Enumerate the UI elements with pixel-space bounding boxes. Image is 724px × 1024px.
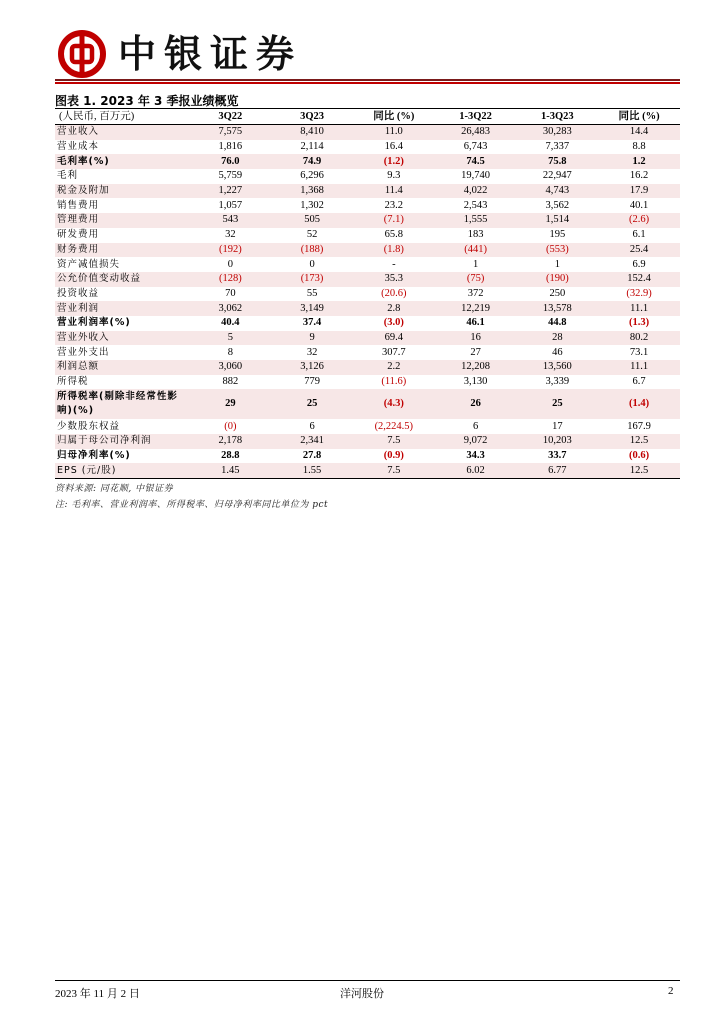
table-row bbox=[55, 213, 680, 228]
table-cell: (20.6) bbox=[381, 287, 407, 299]
table-cell: 14.4 bbox=[598, 125, 680, 140]
header-rule-dark bbox=[55, 79, 680, 81]
table-cell: 6.9 bbox=[632, 258, 646, 270]
table-cell: 74.5 bbox=[435, 154, 517, 169]
table-cell: 32 bbox=[306, 346, 318, 358]
table-cell: 12,219 bbox=[435, 301, 517, 316]
table-row bbox=[55, 345, 680, 360]
table-cell: 1,227 bbox=[189, 184, 271, 199]
table-cell: (441) bbox=[435, 243, 517, 258]
table-cell: 16 bbox=[435, 331, 517, 346]
table-cell: 75.8 bbox=[516, 154, 598, 169]
table-cell: 1,555 bbox=[435, 213, 517, 228]
table-cell: (188) bbox=[271, 243, 353, 258]
table-cell: 9.3 bbox=[387, 170, 401, 182]
table-cell: 372 bbox=[467, 287, 484, 299]
table-cell: 4,743 bbox=[516, 184, 598, 199]
footer-date: 2023 年 11 月 2 日 bbox=[55, 988, 140, 1000]
table-row bbox=[55, 360, 680, 375]
table-cell: 73.1 bbox=[629, 346, 649, 358]
table-cell: 11.1 bbox=[598, 301, 680, 316]
financial-summary-table bbox=[55, 110, 680, 479]
table-row bbox=[55, 287, 680, 302]
column-header: 同比 (%) bbox=[353, 110, 435, 125]
column-header: (人民币, 百万元) bbox=[55, 110, 189, 125]
table-cell: (1.4) bbox=[598, 389, 680, 419]
table-cell: 70 bbox=[225, 287, 236, 299]
row-label: 营业利润 bbox=[55, 301, 189, 316]
table-row bbox=[55, 140, 680, 155]
column-header: 同比 (%) bbox=[598, 110, 680, 125]
table-cell: 35.3 bbox=[353, 272, 435, 287]
remark-note: 注: 毛利率、营业利润率、所得税率、归母净利率同比单位为 pct bbox=[55, 500, 329, 510]
table-cell: 8,410 bbox=[271, 125, 353, 140]
table-cell: 1 bbox=[554, 258, 560, 270]
table-cell: 195 bbox=[549, 229, 566, 241]
table-row bbox=[55, 243, 680, 258]
table-row bbox=[55, 198, 680, 213]
table-cell: 26 bbox=[435, 389, 517, 419]
table-cell: 55 bbox=[306, 287, 318, 299]
row-label: 所得税率(剔除非经常性影响)(%) bbox=[55, 389, 189, 419]
table-cell: 6 bbox=[309, 420, 315, 432]
table-cell: 16.2 bbox=[629, 170, 649, 182]
table-cell: 25.4 bbox=[598, 243, 680, 258]
table-cell: 6.02 bbox=[435, 463, 517, 478]
table-cell: 26,483 bbox=[435, 125, 517, 140]
table-cell: 32 bbox=[225, 229, 236, 241]
table-cell: 13,560 bbox=[516, 360, 598, 375]
table-cell: 0 bbox=[309, 258, 315, 270]
header-rule-red bbox=[55, 82, 680, 84]
table-cell: 76.0 bbox=[189, 154, 271, 169]
table-cell: 40.1 bbox=[629, 199, 649, 211]
table-row bbox=[55, 257, 680, 272]
table-cell: 12,208 bbox=[435, 360, 517, 375]
row-label: 毛利率(%) bbox=[55, 154, 189, 169]
table-cell: (7.1) bbox=[353, 213, 435, 228]
row-label: 营业利润率(%) bbox=[57, 317, 131, 329]
footer-rule bbox=[55, 980, 680, 981]
table-cell: 7,575 bbox=[189, 125, 271, 140]
table-cell: 3,126 bbox=[271, 360, 353, 375]
table-cell: 27.8 bbox=[302, 450, 322, 462]
table-cell: (1.3) bbox=[629, 317, 650, 329]
table-cell: (0.9) bbox=[383, 450, 404, 462]
table-cell: 3,149 bbox=[271, 301, 353, 316]
table-cell: 10,203 bbox=[516, 434, 598, 449]
table-cell: 152.4 bbox=[598, 272, 680, 287]
table-cell: 33.7 bbox=[548, 450, 567, 462]
table-cell: (192) bbox=[189, 243, 271, 258]
row-label: EPS (元/股) bbox=[55, 463, 189, 478]
row-label: 营业成本 bbox=[57, 141, 100, 153]
table-cell: 7,337 bbox=[545, 141, 570, 153]
table-cell: 28 bbox=[516, 331, 598, 346]
table-cell: 3,562 bbox=[545, 199, 570, 211]
table-cell: 19,740 bbox=[461, 170, 491, 182]
table-cell: 34.3 bbox=[466, 450, 485, 462]
column-header: 1-3Q23 bbox=[516, 110, 598, 125]
table-cell: 543 bbox=[189, 213, 271, 228]
table-cell: (3.0) bbox=[383, 317, 404, 329]
table-cell: 1,057 bbox=[218, 199, 243, 211]
table-row bbox=[55, 301, 680, 316]
table-cell: 183 bbox=[467, 229, 484, 241]
column-header: 1-3Q22 bbox=[435, 110, 517, 125]
table-cell: 9 bbox=[271, 331, 353, 346]
table-cell: 2,543 bbox=[463, 199, 488, 211]
table-cell: 3,339 bbox=[545, 376, 570, 388]
table-row bbox=[55, 316, 680, 331]
table-cell: 44.8 bbox=[548, 317, 567, 329]
table-cell: 11.4 bbox=[353, 184, 435, 199]
table-cell: 2,114 bbox=[300, 141, 324, 153]
table-cell: 7.5 bbox=[353, 463, 435, 478]
table-title: 图表 1. 2023 年 3 季报业绩概览 bbox=[55, 94, 239, 108]
table-cell: 6.7 bbox=[632, 376, 646, 388]
table-cell: 37.4 bbox=[302, 317, 322, 329]
table-row bbox=[55, 169, 680, 184]
table-cell: 4,022 bbox=[435, 184, 517, 199]
row-label: 税金及附加 bbox=[55, 184, 189, 199]
table-row bbox=[55, 463, 680, 478]
table-cell: 28.8 bbox=[221, 450, 240, 462]
row-label: 投资收益 bbox=[57, 287, 100, 299]
table-cell: 6 bbox=[472, 420, 479, 432]
table-row bbox=[55, 389, 680, 419]
row-label: 销售费用 bbox=[57, 199, 100, 211]
table-cell: 3,062 bbox=[189, 301, 271, 316]
table-cell: 29 bbox=[189, 389, 271, 419]
table-cell: (1.8) bbox=[353, 243, 435, 258]
table-cell: 2,178 bbox=[189, 434, 271, 449]
table-cell: 8 bbox=[227, 346, 233, 358]
row-label: 归属于母公司净利润 bbox=[55, 434, 189, 449]
table-row bbox=[55, 375, 680, 390]
table-title-rule bbox=[55, 108, 680, 109]
table-cell: (2,224.5) bbox=[374, 420, 414, 432]
table-cell: 27 bbox=[470, 346, 481, 358]
table-cell: 80.2 bbox=[598, 331, 680, 346]
table-row bbox=[55, 154, 680, 169]
table-cell: 17.9 bbox=[598, 184, 680, 199]
bank-of-china-logo-icon bbox=[58, 30, 106, 78]
table-cell: 3,060 bbox=[189, 360, 271, 375]
table-cell: 505 bbox=[271, 213, 353, 228]
page-number: 2 bbox=[668, 985, 674, 997]
table-cell: 22,947 bbox=[542, 170, 572, 182]
table-cell: 25 bbox=[271, 389, 353, 419]
table-cell: 46 bbox=[552, 346, 563, 358]
table-cell: (173) bbox=[271, 272, 353, 287]
table-cell: 6.1 bbox=[632, 229, 646, 241]
table-row bbox=[55, 331, 680, 346]
table-cell: 12.5 bbox=[598, 463, 680, 478]
table-cell: 3,130 bbox=[463, 376, 488, 388]
table-row bbox=[55, 125, 680, 140]
table-cell: (553) bbox=[516, 243, 598, 258]
table-cell: 16.4 bbox=[384, 141, 403, 153]
table-cell: 1 bbox=[472, 258, 479, 270]
table-cell: (4.3) bbox=[353, 389, 435, 419]
table-cell: (11.6) bbox=[381, 376, 407, 388]
table-cell: 250 bbox=[549, 287, 566, 299]
table-cell: 52 bbox=[306, 229, 318, 241]
row-label: 研发费用 bbox=[57, 229, 100, 241]
table-cell: 17 bbox=[552, 420, 563, 432]
table-cell: 5,759 bbox=[218, 170, 243, 182]
table-cell: (1.2) bbox=[353, 154, 435, 169]
table-cell: (0.6) bbox=[629, 450, 650, 462]
table-cell: 2,341 bbox=[271, 434, 353, 449]
row-label: 营业外收入 bbox=[55, 331, 189, 346]
table-cell: 9,072 bbox=[435, 434, 517, 449]
table-cell: 7.5 bbox=[353, 434, 435, 449]
table-cell: 779 bbox=[304, 376, 320, 388]
table-row bbox=[55, 184, 680, 199]
table-cell: (32.9) bbox=[626, 287, 652, 299]
table-cell: 30,283 bbox=[516, 125, 598, 140]
table-cell: 2.2 bbox=[353, 360, 435, 375]
table-cell: 8.8 bbox=[632, 141, 646, 153]
table-cell: (75) bbox=[435, 272, 517, 287]
table-cell: 882 bbox=[222, 376, 239, 388]
table-row bbox=[55, 449, 680, 464]
row-label: 财务费用 bbox=[55, 243, 189, 258]
row-label: 归母净利率(%) bbox=[57, 450, 131, 462]
table-cell: 1.45 bbox=[189, 463, 271, 478]
footer-company: 洋河股份 bbox=[340, 988, 384, 1000]
row-label: 营业外支出 bbox=[57, 346, 110, 358]
row-label: 利润总额 bbox=[55, 360, 189, 375]
table-cell: 6,296 bbox=[300, 170, 324, 182]
table-cell: - bbox=[392, 258, 396, 270]
row-label: 公允价值变动收益 bbox=[55, 272, 189, 287]
table-cell: 6,743 bbox=[463, 141, 488, 153]
table-cell: 69.4 bbox=[353, 331, 435, 346]
table-cell: 11.0 bbox=[353, 125, 435, 140]
table-cell: 1,368 bbox=[271, 184, 353, 199]
row-label: 管理费用 bbox=[55, 213, 189, 228]
table-cell: 46.1 bbox=[466, 317, 485, 329]
row-label: 营业收入 bbox=[55, 125, 189, 140]
table-cell: (128) bbox=[189, 272, 271, 287]
table-row bbox=[55, 228, 680, 243]
table-cell: 40.4 bbox=[221, 317, 240, 329]
table-cell: 2.8 bbox=[353, 301, 435, 316]
table-cell: 167.9 bbox=[627, 420, 651, 432]
table-cell: 1.2 bbox=[598, 154, 680, 169]
table-cell: 6.77 bbox=[516, 463, 598, 478]
table-cell: 65.8 bbox=[384, 229, 403, 241]
report-header bbox=[50, 28, 680, 84]
row-label: 资产减值损失 bbox=[57, 258, 121, 270]
table-row bbox=[55, 434, 680, 449]
table-cell: 307.7 bbox=[382, 346, 406, 358]
table-cell: 1,302 bbox=[300, 199, 324, 211]
table-cell: 13,578 bbox=[516, 301, 598, 316]
table-cell: 1,514 bbox=[516, 213, 598, 228]
table-cell: 1,816 bbox=[218, 141, 243, 153]
table-cell: (0) bbox=[224, 420, 237, 432]
table-cell: 5 bbox=[189, 331, 271, 346]
table-cell: (2.6) bbox=[598, 213, 680, 228]
row-label: 毛利 bbox=[57, 170, 79, 182]
table-cell: 12.5 bbox=[598, 434, 680, 449]
column-header: 3Q22 bbox=[189, 110, 271, 125]
table-body bbox=[55, 125, 680, 479]
table-row bbox=[55, 419, 680, 434]
table-cell: (190) bbox=[516, 272, 598, 287]
source-note: 资料来源: 同花顺, 中银证券 bbox=[55, 484, 174, 494]
row-label: 少数股东权益 bbox=[57, 420, 121, 432]
row-label: 所得税 bbox=[57, 376, 89, 388]
table-cell: 74.9 bbox=[271, 154, 353, 169]
table-cell: 0 bbox=[227, 258, 233, 270]
column-header: 3Q23 bbox=[271, 110, 353, 125]
table-cell: 23.2 bbox=[384, 199, 403, 211]
brand-name: 中银证券 bbox=[118, 31, 303, 76]
table-row bbox=[55, 272, 680, 287]
table-header-row bbox=[55, 110, 680, 125]
table-cell: 25 bbox=[516, 389, 598, 419]
table-cell: 1.55 bbox=[271, 463, 353, 478]
table-cell: 11.1 bbox=[598, 360, 680, 375]
